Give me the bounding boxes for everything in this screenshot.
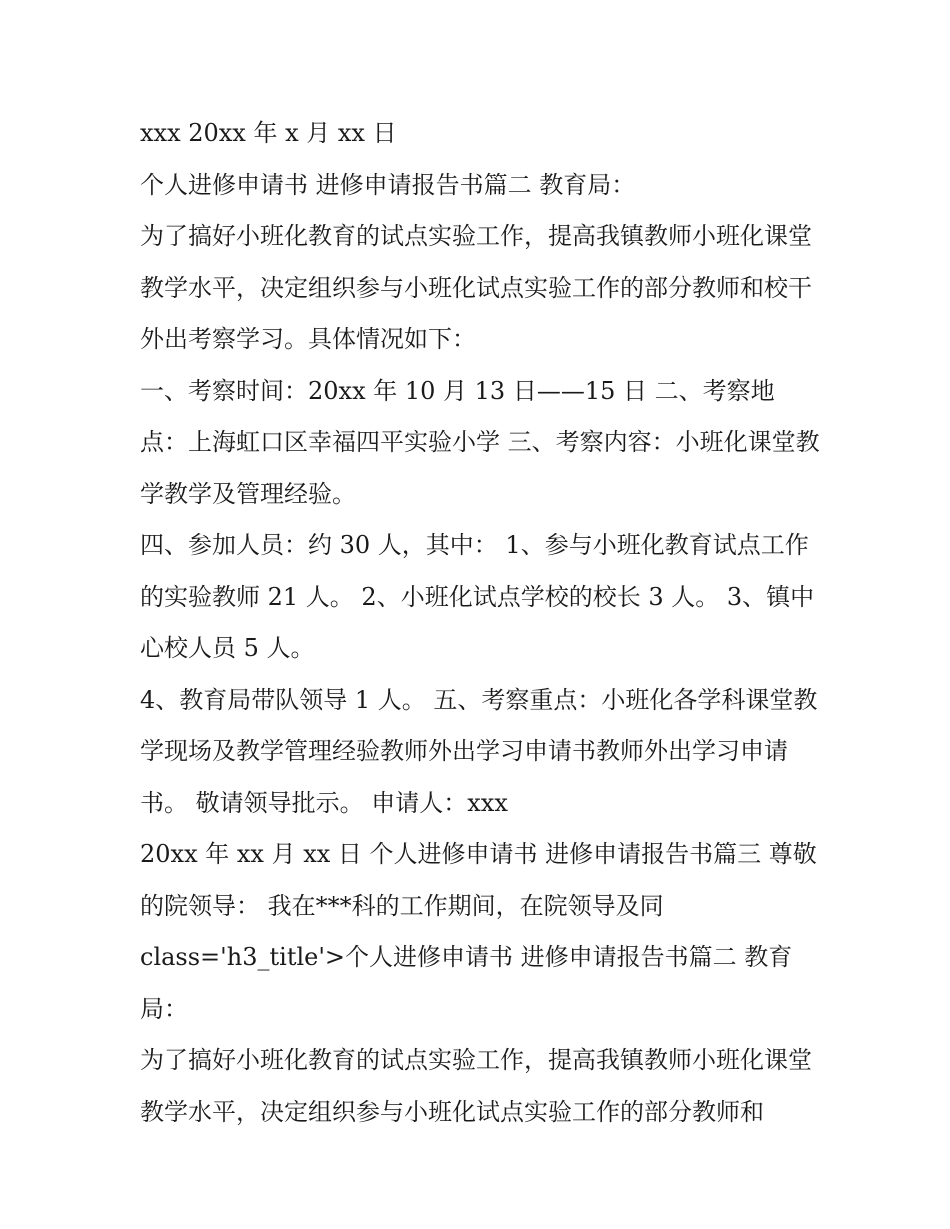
paragraph-purpose: 为了搞好小班化教育的试点实验工作，提高我镇教师小班化课堂教学水平，决定组织参与小班化试点实验工作的部分教师和校干外出考察学习。具体情况如下：	[140, 222, 812, 353]
document-body	[140, 108, 820, 1138]
paragraph-section-three: 20xx 年 xx 月 xx 日 个人进修申请书 进修申请报告书篇三 尊敬的院领导： 我在***科的工作期间，在院领导及同	[140, 840, 817, 920]
paragraph-time-place: 一、考察时间：20xx 年 10 月 13 日——15 日 二、考察地点：上海虹口区幸福四平实验小学 三、考察内容：小班化课堂教学教学及管理经验。	[140, 376, 820, 508]
paragraph-focus: 4、教育局带队领导 1 人。 五、考察重点：小班化各学科课堂教学现场及教学管理经验教师外出学习申请书教师外出学习申请书。 敬请领导批示。 申请人：xxx	[140, 685, 818, 817]
paragraph-purpose-repeat: 为了搞好小班化教育的试点实验工作，提高我镇教师小班化课堂教学水平，决定组织参与小班化试点实验工作的部分教师和	[140, 1046, 812, 1126]
paragraph-heading: 个人进修申请书 进修申请报告书篇二 教育局：	[140, 170, 636, 199]
paragraph-h3-title: class='h3_title'>个人进修申请书 进修申请报告书篇二 教育局：	[140, 943, 793, 1023]
paragraph-participants: 四、参加人员：约 30 人，其中： 1、参与小班化教育试点工作的实验教师 21 人。 2、小班化试点学校的校长 3 人。 3、镇中心校人员 5 人。	[140, 531, 815, 662]
paragraph-date: xxx 20xx 年 x 月 xx 日	[140, 119, 397, 147]
